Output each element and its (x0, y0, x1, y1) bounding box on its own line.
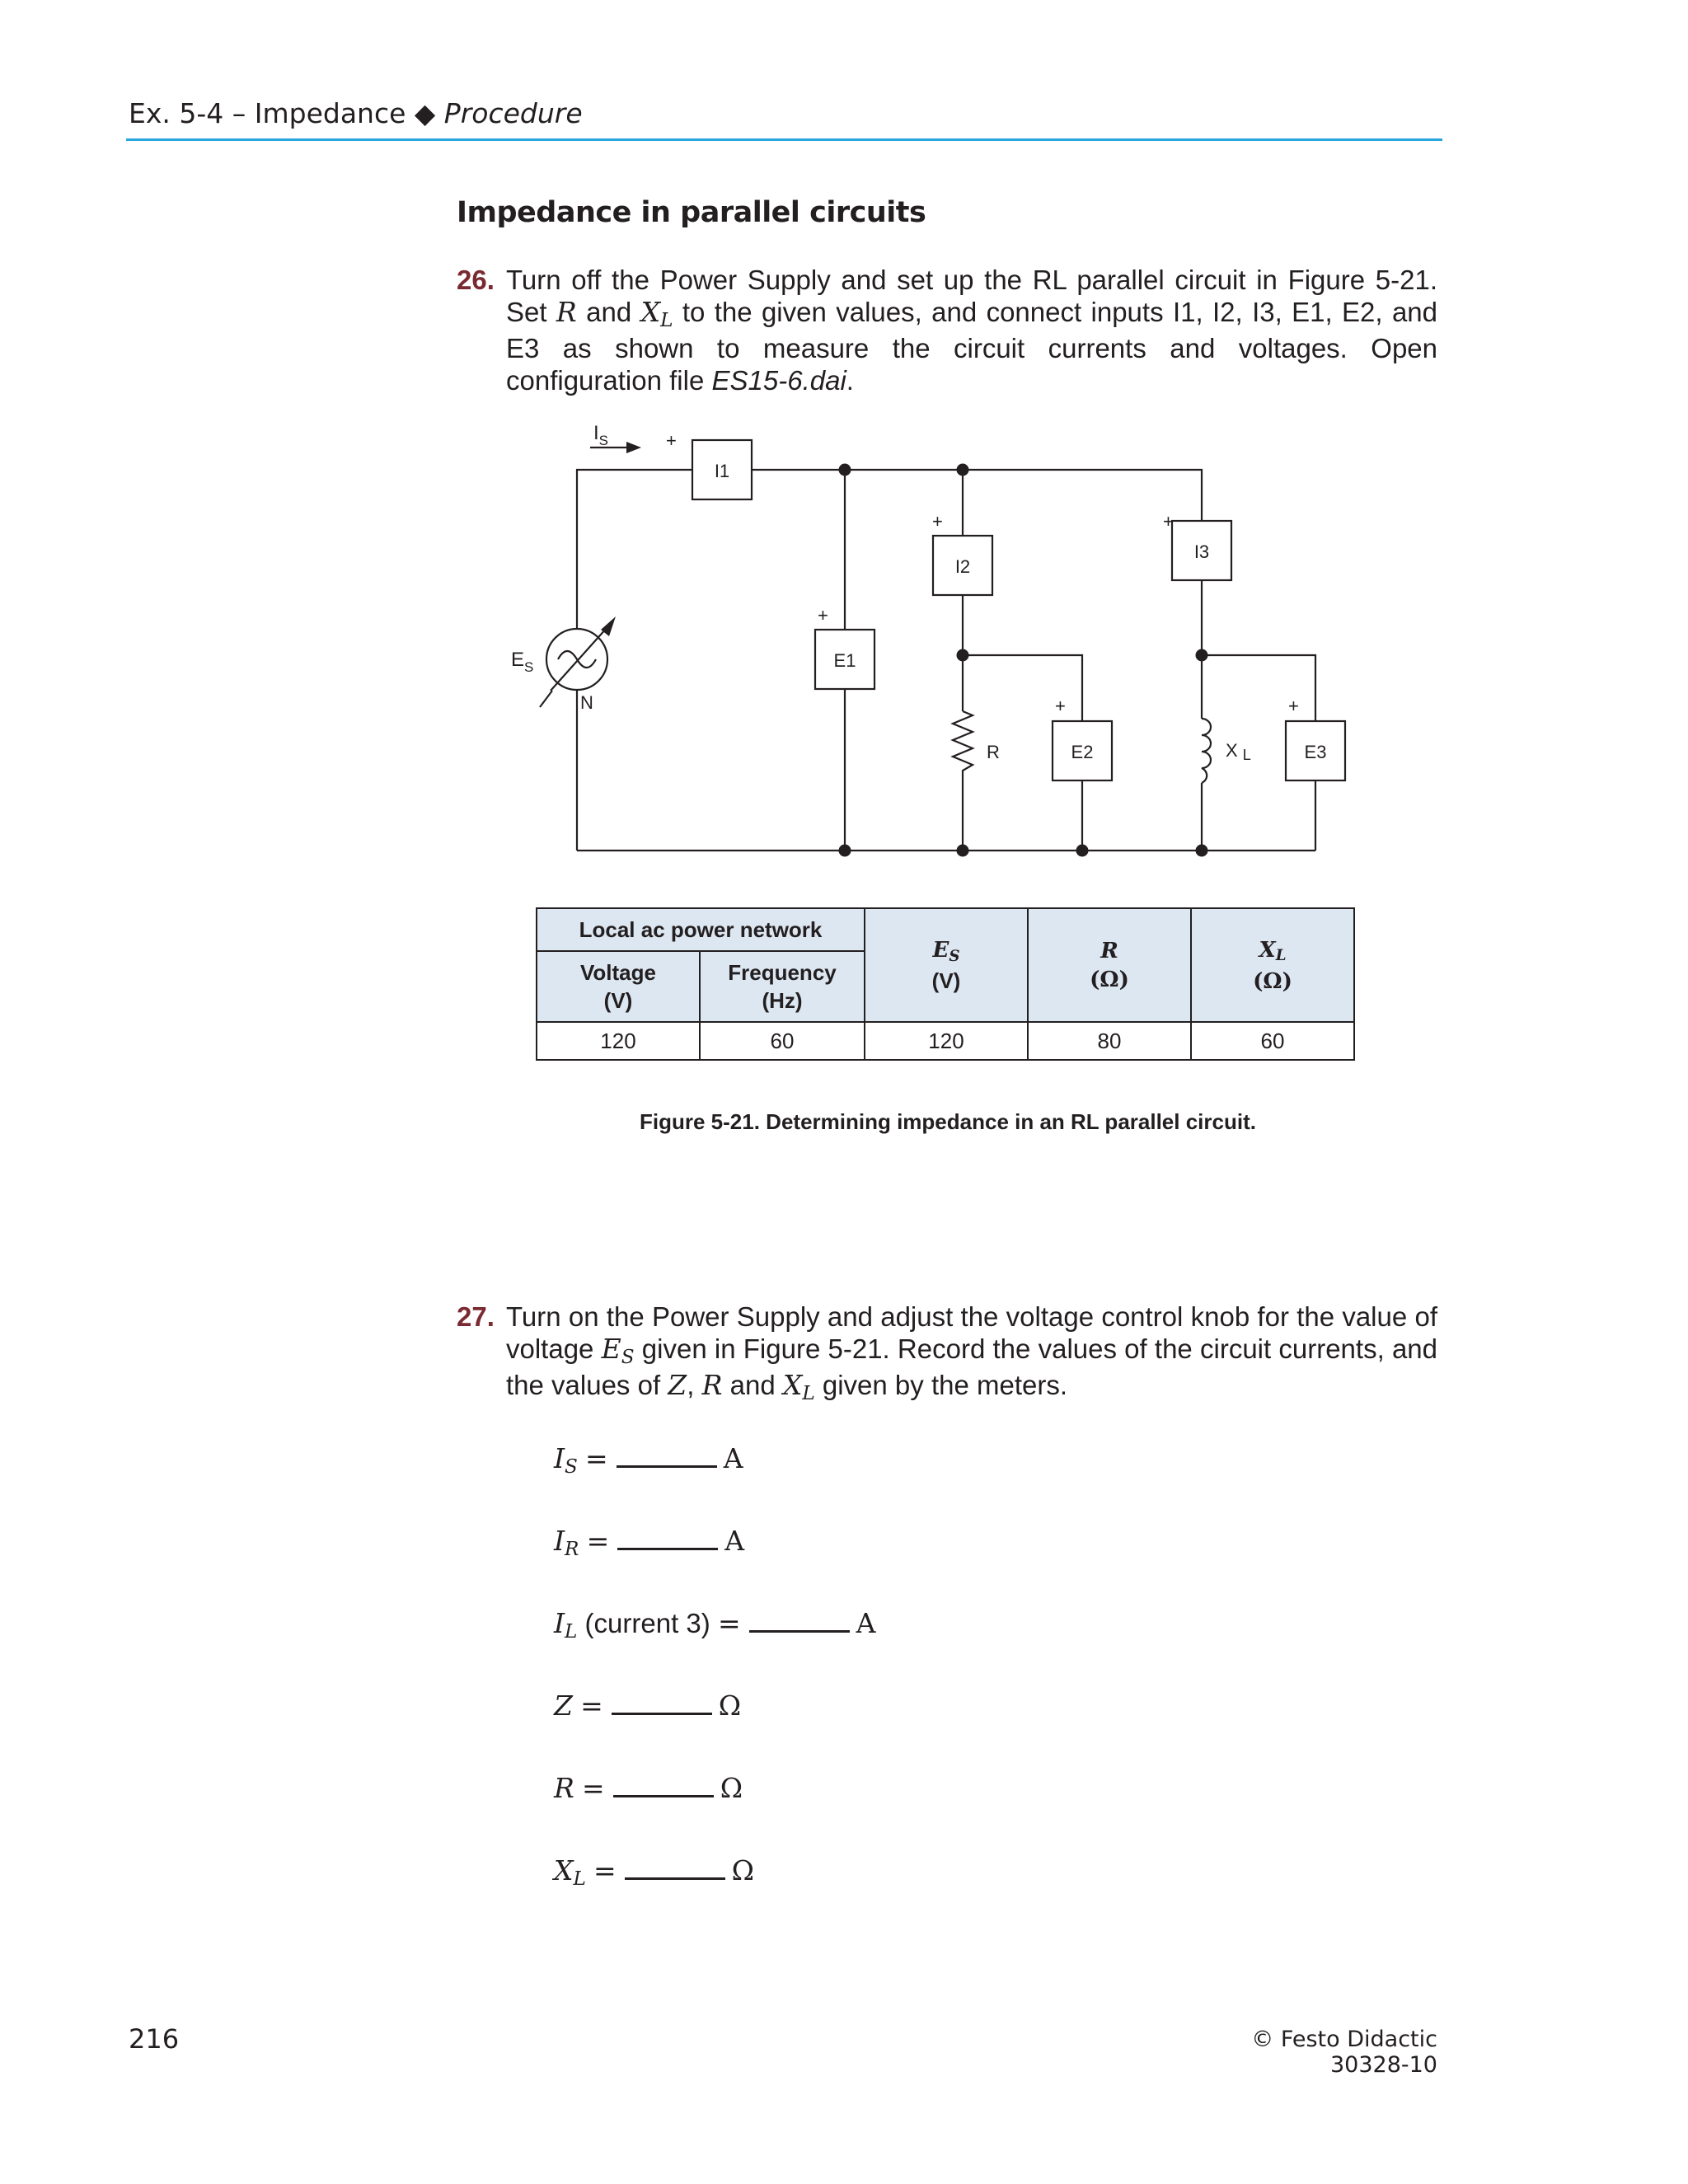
meter-label-e2: E2 (1071, 742, 1094, 762)
math-r: R (556, 296, 577, 328)
step-text: Turn on the Power Supply and adjust the voltage control knob for the value of voltage (506, 1301, 1437, 1364)
es-label: $E_S$ (511, 649, 534, 675)
config-filename: ES15-6.dai (711, 365, 846, 396)
answer-blank[interactable] (613, 1770, 714, 1797)
step-number: 26. (457, 265, 495, 295)
math-xl: XL (640, 296, 673, 331)
wire (752, 470, 1202, 521)
header-section: Ex. 5-4 – Impedance (129, 97, 406, 129)
answer-line-il: IL (current 3) = A (554, 1607, 876, 1643)
table-header-frequency: Frequency (Hz) (700, 951, 865, 1022)
plus-sign: + (1288, 696, 1299, 716)
math-z: Z (668, 1369, 687, 1401)
circuit-parameter-table (536, 907, 1355, 1061)
answer-line-ir: IR = A (554, 1525, 745, 1560)
math-es: ES (601, 1333, 635, 1368)
answer-blank[interactable] (617, 1523, 718, 1550)
answer-blank[interactable] (749, 1605, 850, 1633)
rl-parallel-circuit-diagram (0, 0, 1688, 907)
inductor-label: X L (1226, 740, 1251, 763)
step-text: to the given values, and connect inputs I1, I2, I3, E1, E2, and E3 as shown to measure the circuit currents and voltages. Open configuration file (506, 297, 1437, 396)
is-label: $I_S$ (593, 422, 609, 448)
resistor-symbol (953, 711, 973, 775)
neutral-label: N (580, 692, 593, 713)
step-text: given in Figure 5-21. Record the values of the circuit currents, and the values of (506, 1333, 1438, 1400)
step-text: and (729, 1370, 776, 1400)
inductor-symbol (1202, 719, 1211, 783)
math-r: R (701, 1369, 723, 1401)
step-number: 27. (457, 1301, 495, 1332)
table-header-es: ES (V) (865, 908, 1028, 1022)
step-27: 27. Turn on the Power Supply and adjust the voltage control knob for the value of voltage ES given in Figure 5-21. Record the values of the circuit currents, and the values of Z, R and XL given by the meters. (457, 1301, 1438, 1404)
section-title: Impedance in parallel circuits (457, 196, 926, 229)
meter-label-i3: I3 (1193, 541, 1210, 562)
wire (540, 691, 552, 707)
answer-blank[interactable] (617, 1441, 717, 1468)
plus-sign: + (818, 605, 828, 626)
answer-line-r: R = Ω (554, 1772, 743, 1804)
step-26: 26. Turn off the Power Supply and set up the RL parallel circuit in Figure 5-21. Set R and XL to the given values, and connect inputs I1, I2, I3, E1, E2, and E3 as shown to measure the circuit currents and voltages. Open configuration file ES15-6.dai. (457, 265, 1437, 396)
plus-sign: + (1055, 696, 1066, 716)
table-cell-r: 80 (1028, 1022, 1191, 1060)
math-xl: XL (782, 1369, 815, 1404)
meter-label-i2: I2 (954, 556, 971, 577)
step-text: given by the meters. (822, 1370, 1068, 1400)
table-header-voltage: Voltage (V) (537, 951, 700, 1022)
answer-blank[interactable] (612, 1688, 712, 1715)
is-arrowhead (626, 442, 641, 453)
plus-sign: + (932, 511, 943, 532)
header-part: Procedure (443, 97, 583, 129)
meter-label-e1: E1 (833, 650, 856, 671)
meter-label-i1: I1 (714, 461, 730, 481)
step-text: Turn off the Power Supply and set up the RL parallel circuit in Figure 5-21. Set (506, 265, 1437, 327)
table-cell-xl: 60 (1191, 1022, 1354, 1060)
table-cell-es: 120 (865, 1022, 1028, 1060)
table-group-header: Local ac power network (537, 908, 865, 951)
figure-caption: Figure 5-21. Determining impedance in an RL parallel circuit. (640, 1109, 1256, 1134)
answer-blank[interactable] (625, 1853, 725, 1880)
table-header-r: R (Ω) (1028, 908, 1191, 1022)
table-cell-frequency: 60 (700, 1022, 865, 1060)
meter-label-e3: E3 (1304, 742, 1327, 762)
header-separator: ◆ (414, 97, 436, 129)
junction-nodes (839, 464, 1208, 857)
step-text: and (586, 297, 632, 327)
table-cell-voltage: 120 (537, 1022, 700, 1060)
copyright: © Festo Didactic 30328-10 (1251, 2027, 1437, 2078)
answer-line-is: IS = A (554, 1442, 743, 1478)
table-header-xl: XL (Ω) (1191, 908, 1354, 1022)
answer-line-z: Z = Ω (554, 1690, 742, 1722)
plus-sign: + (1163, 511, 1174, 532)
resistor-label: R (987, 742, 1000, 762)
answer-line-xl: XL = Ω (554, 1854, 755, 1890)
page-number: 216 (129, 2023, 180, 2055)
plus-sign: + (666, 430, 677, 451)
